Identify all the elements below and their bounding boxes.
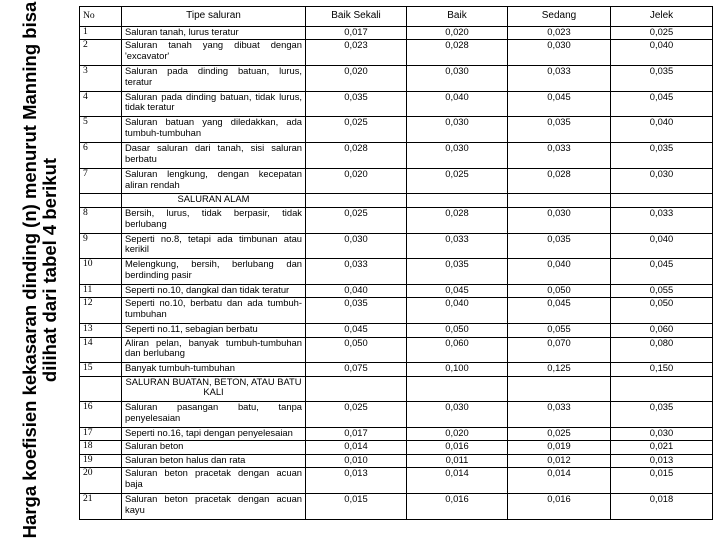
row-jelek: 0,021 <box>611 441 713 454</box>
header-baik: Baik <box>407 7 508 27</box>
row-sedang: 0,019 <box>508 441 611 454</box>
row-tipe-saluran: Seperti no.10, berbatu dan ada tumbuh-tumbuhan <box>122 298 306 324</box>
table-row <box>80 143 713 169</box>
row-baik-sekali: 0,025 <box>306 402 407 428</box>
row-tipe-saluran: Saluran lengkung, dengan kecepatan aliran rendah <box>122 168 306 194</box>
row-baik: 0,016 <box>407 441 508 454</box>
row-no: 14 <box>80 337 122 363</box>
row-jelek: 0,015 <box>611 468 713 494</box>
row-jelek: 0,055 <box>611 284 713 297</box>
row-jelek: 0,045 <box>611 91 713 117</box>
row-baik-sekali: 0,010 <box>306 454 407 467</box>
row-no: 7 <box>80 168 122 194</box>
row-no: 5 <box>80 117 122 143</box>
row-tipe-saluran: Saluran pada dinding batuan, lurus, teratur <box>122 65 306 91</box>
row-jelek: 0,045 <box>611 259 713 285</box>
row-no: 8 <box>80 207 122 233</box>
table-row <box>80 26 713 39</box>
row-no: 3 <box>80 65 122 91</box>
header-baik-sekali: Baik Sekali <box>306 7 407 27</box>
row-sedang: 0,023 <box>508 26 611 39</box>
row-baik-sekali: 0,030 <box>306 233 407 259</box>
row-no: 15 <box>80 363 122 376</box>
section-title: SALURAN ALAM <box>122 194 306 207</box>
row-baik-sekali: 0,075 <box>306 363 407 376</box>
row-tipe-saluran: Saluran beton halus dan rata <box>122 454 306 467</box>
row-baik-sekali: 0,035 <box>306 298 407 324</box>
row-no: 20 <box>80 468 122 494</box>
table-row <box>80 402 713 428</box>
row-baik-sekali: 0,040 <box>306 284 407 297</box>
row-jelek: 0,033 <box>611 207 713 233</box>
section-no-cell <box>80 376 122 402</box>
row-jelek: 0,080 <box>611 337 713 363</box>
row-sedang: 0,030 <box>508 207 611 233</box>
row-baik: 0,040 <box>407 298 508 324</box>
section-row <box>80 376 713 402</box>
table-row <box>80 117 713 143</box>
row-baik-sekali: 0,033 <box>306 259 407 285</box>
row-baik-sekali: 0,020 <box>306 65 407 91</box>
row-baik-sekali: 0,015 <box>306 494 407 520</box>
row-sedang: 0,040 <box>508 259 611 285</box>
section-empty-cell <box>508 194 611 207</box>
row-tipe-saluran: Seperti no.16, tapi dengan penyelesaian <box>122 428 306 441</box>
row-no: 1 <box>80 26 122 39</box>
section-empty-cell <box>611 376 713 402</box>
table-row <box>80 428 713 441</box>
row-baik-sekali: 0,017 <box>306 26 407 39</box>
table-row <box>80 494 713 520</box>
table-row <box>80 363 713 376</box>
row-tipe-saluran: Dasar saluran dari tanah, sisi saluran berbatu <box>122 143 306 169</box>
row-jelek: 0,040 <box>611 117 713 143</box>
row-jelek: 0,060 <box>611 324 713 337</box>
row-no: 9 <box>80 233 122 259</box>
table-row <box>80 233 713 259</box>
table-row <box>80 91 713 117</box>
row-baik-sekali: 0,045 <box>306 324 407 337</box>
row-baik: 0,030 <box>407 65 508 91</box>
page-title: Harga koefisien kekasaran dinding (n) menurut Manning bisa dilihat dari tabel 4 berikut <box>19 1 60 539</box>
table-row <box>80 284 713 297</box>
row-sedang: 0,012 <box>508 454 611 467</box>
row-jelek: 0,030 <box>611 168 713 194</box>
row-sedang: 0,033 <box>508 65 611 91</box>
row-tipe-saluran: Bersih, lurus, tidak berpasir, tidak berlubang <box>122 207 306 233</box>
header-no: No <box>80 7 122 27</box>
row-baik: 0,016 <box>407 494 508 520</box>
row-tipe-saluran: Aliran pelan, banyak tumbuh-tumbuhan dan berlubang <box>122 337 306 363</box>
section-empty-cell <box>306 376 407 402</box>
row-baik-sekali: 0,013 <box>306 468 407 494</box>
row-jelek: 0,035 <box>611 402 713 428</box>
table-row <box>80 207 713 233</box>
section-title: SALURAN BUATAN, BETON, ATAU BATU KALI <box>122 376 306 402</box>
row-tipe-saluran: Saluran beton pracetak dengan acuan kayu <box>122 494 306 520</box>
row-baik: 0,020 <box>407 26 508 39</box>
row-sedang: 0,014 <box>508 468 611 494</box>
row-tipe-saluran: Seperti no.10, dangkal dan tidak teratur <box>122 284 306 297</box>
manning-coefficient-table <box>79 6 713 520</box>
row-baik: 0,011 <box>407 454 508 467</box>
row-jelek: 0,050 <box>611 298 713 324</box>
header-jelek: Jelek <box>611 7 713 27</box>
row-baik-sekali: 0,014 <box>306 441 407 454</box>
row-sedang: 0,025 <box>508 428 611 441</box>
table-row <box>80 337 713 363</box>
row-jelek: 0,013 <box>611 454 713 467</box>
table-row <box>80 65 713 91</box>
row-tipe-saluran: Seperti no.11, sebagian berbatu <box>122 324 306 337</box>
row-sedang: 0,035 <box>508 117 611 143</box>
section-empty-cell <box>611 194 713 207</box>
table-row <box>80 168 713 194</box>
row-sedang: 0,030 <box>508 40 611 66</box>
row-baik: 0,030 <box>407 402 508 428</box>
row-baik-sekali: 0,035 <box>306 91 407 117</box>
row-no: 10 <box>80 259 122 285</box>
row-tipe-saluran: Melengkung, bersih, berlubang dan berdinding pasir <box>122 259 306 285</box>
row-no: 4 <box>80 91 122 117</box>
table-row <box>80 324 713 337</box>
row-jelek: 0,040 <box>611 40 713 66</box>
table-row <box>80 454 713 467</box>
row-baik-sekali: 0,028 <box>306 143 407 169</box>
row-tipe-saluran: Saluran tanah yang dibuat dengan 'excavator' <box>122 40 306 66</box>
row-baik: 0,035 <box>407 259 508 285</box>
table-row <box>80 468 713 494</box>
row-no: 13 <box>80 324 122 337</box>
row-tipe-saluran: Saluran batuan yang diledakkan, ada tumbuh-tumbuhan <box>122 117 306 143</box>
row-baik-sekali: 0,025 <box>306 117 407 143</box>
row-baik: 0,020 <box>407 428 508 441</box>
row-jelek: 0,150 <box>611 363 713 376</box>
row-baik-sekali: 0,023 <box>306 40 407 66</box>
table-body <box>80 26 713 519</box>
row-tipe-saluran: Banyak tumbuh-tumbuhan <box>122 363 306 376</box>
row-no: 6 <box>80 143 122 169</box>
row-tipe-saluran: Saluran pada dinding batuan, tidak lurus, tidak teratur <box>122 91 306 117</box>
row-tipe-saluran: Saluran beton pracetak dengan acuan baja <box>122 468 306 494</box>
row-sedang: 0,055 <box>508 324 611 337</box>
row-baik: 0,100 <box>407 363 508 376</box>
row-tipe-saluran: Saluran tanah, lurus teratur <box>122 26 306 39</box>
row-no: 21 <box>80 494 122 520</box>
section-empty-cell <box>508 376 611 402</box>
section-row <box>80 194 713 207</box>
row-baik: 0,028 <box>407 40 508 66</box>
row-sedang: 0,050 <box>508 284 611 297</box>
row-no: 16 <box>80 402 122 428</box>
table-row <box>80 298 713 324</box>
row-baik: 0,030 <box>407 117 508 143</box>
row-baik: 0,025 <box>407 168 508 194</box>
side-title-container <box>0 0 80 540</box>
row-tipe-saluran: Seperti no.8, tetapi ada timbunan atau kerikil <box>122 233 306 259</box>
section-no-cell <box>80 194 122 207</box>
row-sedang: 0,016 <box>508 494 611 520</box>
row-sedang: 0,033 <box>508 402 611 428</box>
table-row <box>80 441 713 454</box>
row-sedang: 0,125 <box>508 363 611 376</box>
row-sedang: 0,045 <box>508 91 611 117</box>
header-sedang: Sedang <box>508 7 611 27</box>
row-baik: 0,028 <box>407 207 508 233</box>
row-tipe-saluran: Saluran beton <box>122 441 306 454</box>
row-tipe-saluran: Saluran pasangan batu, tanpa penyelesaian <box>122 402 306 428</box>
row-jelek: 0,040 <box>611 233 713 259</box>
row-baik: 0,033 <box>407 233 508 259</box>
header-tipe-saluran: Tipe saluran <box>122 7 306 27</box>
row-baik: 0,030 <box>407 143 508 169</box>
row-no: 2 <box>80 40 122 66</box>
row-baik: 0,060 <box>407 337 508 363</box>
row-baik-sekali: 0,050 <box>306 337 407 363</box>
row-jelek: 0,035 <box>611 65 713 91</box>
row-jelek: 0,025 <box>611 26 713 39</box>
row-no: 11 <box>80 284 122 297</box>
section-empty-cell <box>407 194 508 207</box>
row-jelek: 0,035 <box>611 143 713 169</box>
row-sedang: 0,033 <box>508 143 611 169</box>
table-row <box>80 259 713 285</box>
row-sedang: 0,028 <box>508 168 611 194</box>
section-empty-cell <box>407 376 508 402</box>
row-no: 12 <box>80 298 122 324</box>
row-baik-sekali: 0,020 <box>306 168 407 194</box>
row-sedang: 0,070 <box>508 337 611 363</box>
row-baik-sekali: 0,017 <box>306 428 407 441</box>
row-sedang: 0,035 <box>508 233 611 259</box>
row-baik: 0,050 <box>407 324 508 337</box>
row-no: 17 <box>80 428 122 441</box>
row-no: 19 <box>80 454 122 467</box>
row-sedang: 0,045 <box>508 298 611 324</box>
row-jelek: 0,030 <box>611 428 713 441</box>
table-row <box>80 40 713 66</box>
row-no: 18 <box>80 441 122 454</box>
row-baik: 0,040 <box>407 91 508 117</box>
table-header-row <box>80 7 713 27</box>
row-baik: 0,014 <box>407 468 508 494</box>
row-baik: 0,045 <box>407 284 508 297</box>
row-baik-sekali: 0,025 <box>306 207 407 233</box>
row-jelek: 0,018 <box>611 494 713 520</box>
section-empty-cell <box>306 194 407 207</box>
